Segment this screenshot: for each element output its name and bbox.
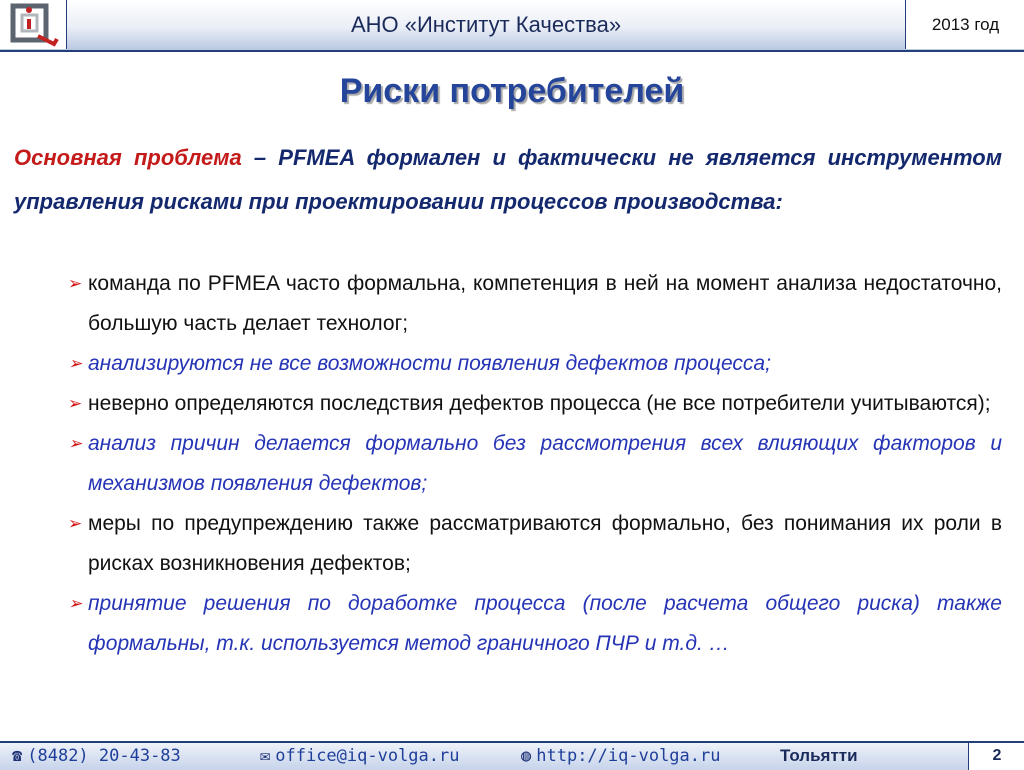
arrow-bullet-icon: ➢ — [68, 394, 83, 413]
list-item — [68, 384, 1002, 424]
arrow-bullet-icon: ➢ — [68, 514, 83, 533]
institute-logo-icon — [0, 0, 66, 49]
globe-icon: ◍ — [521, 746, 532, 766]
header-year: 2013 год — [905, 0, 1024, 49]
arrow-bullet-icon: ➢ — [68, 274, 83, 293]
arrow-bullet-icon: ➢ — [68, 594, 83, 613]
intro-paragraph — [14, 136, 1002, 224]
phone-text: (8482) 20-43-83 — [27, 746, 181, 766]
footer-email[interactable] — [260, 743, 459, 770]
bullet-text: меры по предупреждению также рассматриваются формально, без понимания их роли в рисках возникновения дефектов; — [88, 512, 1002, 575]
list-item — [68, 504, 1002, 584]
footer-url[interactable] — [521, 743, 720, 770]
arrow-bullet-icon: ➢ — [68, 434, 83, 453]
slide-title: Риски потребителей — [339, 72, 685, 110]
intro-rest: – PFMEA формален и фактически не является инструментом управления рисками при проектировании процессов производства: — [14, 145, 1002, 214]
slide-header — [0, 0, 1024, 52]
bullet-text: анализируются не все возможности появления дефектов процесса; — [88, 352, 771, 375]
phone-icon: ☎ — [12, 746, 23, 766]
slide-footer — [0, 741, 1024, 770]
email-text[interactable]: office@iq-volga.ru — [275, 746, 460, 766]
url-text[interactable]: http://iq-volga.ru — [536, 746, 721, 766]
page-number: 2 — [968, 743, 1024, 770]
header-title: АНО «Институт Качества» — [350, 12, 622, 37]
bullet-text: команда по PFMEA часто формальна, компетенция в ней на момент анализа недостаточно, большую часть делает технолог; — [88, 272, 1002, 335]
bullet-list — [68, 264, 1002, 664]
footer-city: Тольятти — [780, 746, 858, 765]
bullet-text: принятие решения по доработке процесса (после расчета общего риска) также формальны, т.к. используется метод граничного ПЧР и т.д. … — [88, 592, 1002, 655]
logo — [0, 0, 67, 49]
list-item — [68, 344, 1002, 384]
bullet-text: анализ причин делается формально без рассмотрения всех влияющих факторов и механизмов появления дефектов; — [88, 432, 1002, 495]
arrow-bullet-icon: ➢ — [68, 354, 83, 373]
footer-phone — [12, 743, 181, 770]
list-item — [68, 584, 1002, 664]
list-item — [68, 264, 1002, 344]
list-item — [68, 424, 1002, 504]
bullet-text: неверно определяются последствия дефектов процесса (не все потребители учитываются); — [88, 392, 991, 415]
email-icon: ✉ — [260, 746, 271, 766]
intro-lead: Основная проблема — [14, 145, 242, 170]
